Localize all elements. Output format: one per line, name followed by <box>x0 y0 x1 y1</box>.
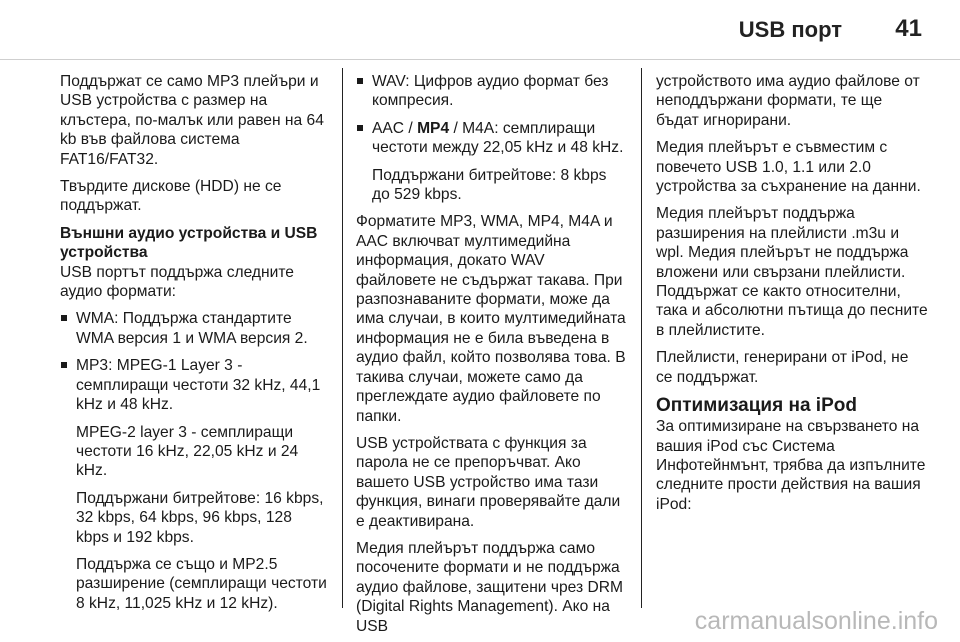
list-item-note: MPEG-2 layer 3 - семплиращи честоти 16 kHz, 22,05 kHz и 24 kHz. <box>76 423 299 480</box>
paragraph: Плейлисти, генерирани от iPod, не се поддържат. <box>656 349 909 386</box>
list-item: WAV: Цифров аудио формат без компресия. <box>356 72 628 111</box>
list-item-note: Поддържани битрейтове: 16 kbps, 32 kbps, 64 kbps, 96 kbps, 128 kbps и 192 kbps. <box>76 489 324 546</box>
paragraph: Медия плейърът е съвместим с повечето USB 1.0, 1.1 или 2.0 устройства за съхранение на данни. <box>656 139 921 196</box>
section-heading: Оптимизация на iPod <box>656 395 857 417</box>
list-item: WMA: Поддържа стандартите WMA версия 1 и WMA версия 2. <box>60 309 328 348</box>
paragraph: USB устройствата с функция за парола не се препоръчват. Ако вашето USB устройство има тази функция, винаги проверявайте дали е деактивирана. <box>356 434 621 530</box>
page-number: 41 <box>895 15 922 42</box>
list-item-note: Поддържани битрейтове: 8 kbps до 529 kbps. <box>372 166 607 204</box>
page-header <box>0 0 960 58</box>
paragraph: Медия плейърът поддържа разширения на плейлисти .m3u и wpl. Медия плейърът не поддържа вложени или свързани плейлисти. Поддържат се както относителни, така и абсолютни пътища до песните в плейлистите. <box>656 205 928 339</box>
paragraph: Твърдите дискове (HDD) не се поддържат. <box>60 178 282 215</box>
column-3 <box>656 72 928 522</box>
paragraph: За оптимизиране на свързването на вашия iPod със Система Инфотейнмънт, трябва да изпълните следните прости действия на вашия iPod: <box>656 418 926 513</box>
format-text: / M4A: семплиращи честоти между 22,05 kHz и 48 kHz. <box>372 119 624 157</box>
list-item <box>356 119 628 158</box>
format-mp4: MP4 <box>417 119 450 137</box>
list-item-note: Поддържа се също и MP2.5 разширение (семплиращи честоти 8 kHz, 11,025 kHz и 12 kHz). <box>76 555 327 612</box>
paragraph: Форматите MP3, WMA, MP4, M4A и AAC включват мултимедийна информация, докато WAV файловете не съдържат такава. При разпознаваните формати, може да има случаи, в които мултимедийната информация не е била въведена в аудио файл, който позволява това. В такива случаи, можете само да преглеждате аудио файловете по папки. <box>356 213 626 425</box>
subheading: Външни аудио устройства и USB устройства <box>60 224 318 262</box>
paragraph: USB портът поддържа следните аудио формати: <box>60 263 294 301</box>
list-item: MP3: MPEG-1 Layer 3 - семплиращи честоти 32 kHz, 44,1 kHz и 48 kHz. <box>60 356 328 414</box>
paragraph: устройството има аудио файлове от неподдържани формати, те ще бъдат игнорирани. <box>656 73 920 129</box>
page-title: USB порт <box>738 17 842 42</box>
column-divider <box>641 68 642 608</box>
paragraph: Поддържат се само MP3 плейъри и USB устройства с размер на клъстера, по-малък или равен на 64 kb във файлова система FAT16/FAT32. <box>60 73 324 168</box>
column-divider <box>342 68 343 608</box>
column-1 <box>60 72 328 621</box>
column-2 <box>356 72 628 636</box>
paragraph: Медия плейърът поддържа само посочените формати и не поддържа аудио файлове, защитени чрез DRM (Digital Rights Management). Ако на USB <box>356 539 623 635</box>
watermark: carmanualsonline.info <box>694 607 938 635</box>
header-divider <box>0 59 960 60</box>
format-text: AAC / <box>372 119 418 137</box>
